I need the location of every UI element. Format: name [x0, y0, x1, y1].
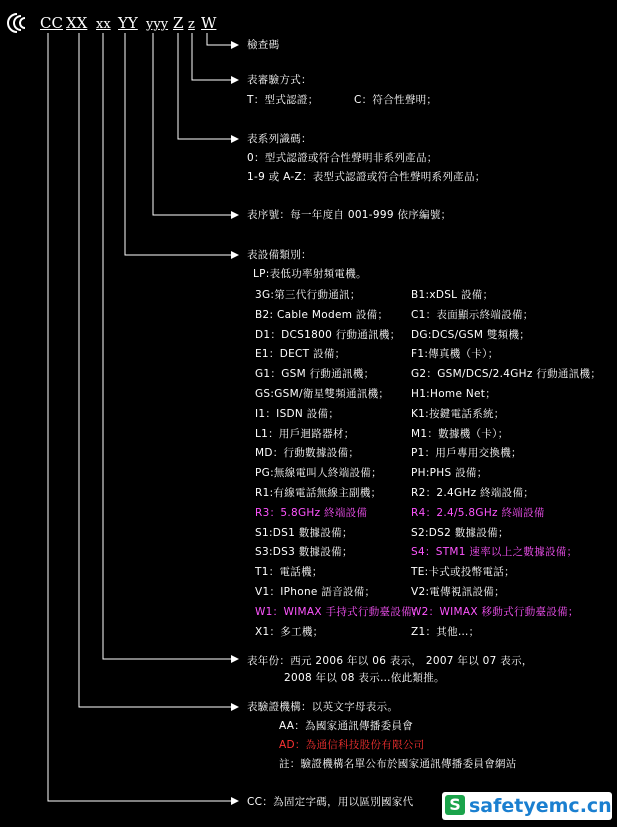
equipment-item: S1:DS1 數據設備； [255, 526, 353, 539]
serial-description: 表序號：每一年度自 001-999 依序編號； [247, 209, 452, 221]
cert-body-note: 註：驗證機構名單公布於國家通訊傳播委員會網站 [279, 758, 517, 770]
code-W: W [201, 14, 217, 32]
code-XX: XX [66, 14, 88, 32]
code-z: z [188, 17, 195, 32]
equipment-item: I1：ISDN 設備； [255, 407, 340, 420]
equipment-item: Z1：其他…； [411, 625, 480, 638]
code-YY: YY [118, 14, 138, 32]
equipment-item: B2: Cable Modem 設備； [255, 308, 389, 321]
equipment-intro: LP:表低功率射頻電機。 [253, 268, 367, 280]
year-line-2: 2008 年以 08 表示…依此類推。 [284, 672, 445, 684]
equipment-item: TE:卡式或投幣電話； [411, 566, 515, 579]
equipment-item: GS:GSM/衛星雙頻通訊機； [255, 388, 390, 400]
watermark-text: safetyemc.cn [469, 795, 612, 817]
equipment-item: S3:DS3 數據設備； [255, 546, 353, 559]
equipment-item: V2:電傳視訊設備； [411, 586, 505, 598]
series-code-line-1: 0：型式認證或符合性聲明非系列產品； [247, 152, 438, 164]
safetyemc-logo-icon: S [445, 795, 465, 815]
equipment-item: W1：WIMAX 手持式行動臺設備； [255, 605, 423, 618]
equipment-item: G1：GSM 行動通訊機； [255, 368, 375, 381]
equipment-item: PG:無線電叫人終端設備； [255, 467, 382, 480]
equipment-item: DG:DCS/GSM 雙頻機； [411, 328, 531, 341]
equipment-item: E1：DECT 設備； [255, 348, 346, 361]
equipment-title: 表設備類別： [247, 249, 312, 261]
equipment-item: F1:傳真機（卡）； [411, 348, 499, 361]
equipment-item: MD：行動數據設備； [255, 447, 360, 460]
code-Z: Z [173, 14, 184, 32]
equipment-item: W2：WIMAX 移動式行動臺設備； [411, 605, 579, 618]
auth-method-c: C：符合性聲明； [354, 94, 438, 106]
series-code-title: 表系列識碼： [247, 133, 312, 145]
cert-body-aa: AA：為國家通訊傳播委員會 [279, 720, 414, 732]
year-line-1: 表年份：西元 2006 年以 06 表示， 2007 年以 07 表示， [247, 655, 533, 667]
equipment-item: L1：用戶迴路器材； [255, 427, 355, 440]
equipment-item: R4：2.4/5.8GHz 終端設備 [411, 506, 545, 519]
equipment-item: P1：用戶專用交換機； [411, 447, 522, 460]
equipment-item: 3G:第三代行動通訊； [255, 289, 361, 301]
equipment-item: H1:Home Net； [411, 388, 496, 400]
equipment-item: V1：IPhone 語音設備； [255, 586, 376, 598]
equipment-item: D1：DCS1800 行動通訊機； [255, 328, 401, 341]
cert-body-ad: AD：為通信科技股份有限公司 [279, 739, 425, 751]
series-code-line-2: 1-9 或 A-Z：表型式認證或符合性聲明系列產品； [247, 171, 486, 183]
equipment-item: C1：表面顯示終端設備； [411, 308, 534, 321]
equipment-item: T1：電話機； [255, 566, 323, 579]
auth-method-t: T：型式認證； [247, 94, 319, 106]
equipment-item: R1:有線電話無線主副機； [255, 487, 382, 499]
code-xx: xx [96, 17, 111, 32]
cert-body-title: 表驗證機構：以英文字母表示。 [247, 701, 399, 713]
equipment-item: S2:DS2 數據設備； [411, 526, 509, 539]
auth-method-title: 表審驗方式： [247, 74, 312, 86]
code-yyy: yyy [146, 17, 169, 32]
code-cc: CC [40, 14, 63, 32]
equipment-item: B1:xDSL 設備； [411, 289, 494, 301]
cc-description: CC：為固定字碼，用以區別國家代 [247, 796, 414, 808]
equipment-item: M1：數據機（卡）； [411, 427, 509, 440]
equipment-item: S4：STM1 速率以上之數據設備； [411, 546, 578, 559]
equipment-item: X1：多工機； [255, 625, 324, 638]
equipment-item: K1:按鍵電話系統； [411, 407, 505, 420]
equipment-item: G2：GSM/DCS/2.4GHz 行動通訊機； [411, 368, 602, 381]
equipment-item: R2：2.4GHz 終端設備； [411, 487, 535, 499]
equipment-item: PH:PHS 設備； [411, 467, 488, 480]
check-code-label: 檢查碼 [247, 39, 280, 51]
equipment-item: R3：5.8GHz 終端設備 [255, 506, 368, 519]
watermark [442, 792, 612, 820]
